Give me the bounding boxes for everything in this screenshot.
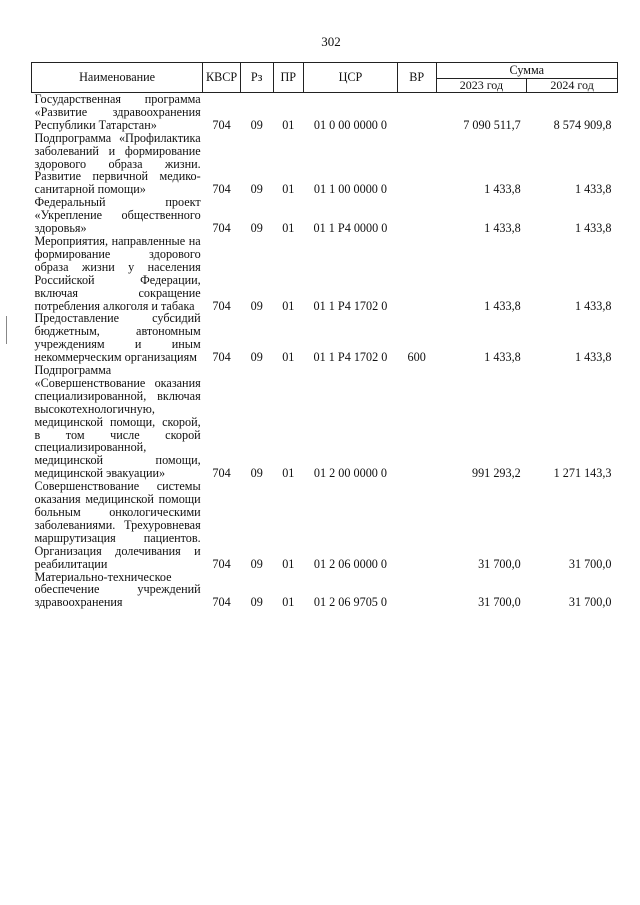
- table-row: [32, 571, 618, 610]
- row-kvsr: 704: [212, 466, 231, 481]
- table-row: [32, 312, 618, 364]
- row-pr: 01: [282, 595, 295, 610]
- row-name: Федеральный проект «Укрепление общественного здоровья»: [34, 195, 201, 236]
- row-sum-2023: 31 700,0: [478, 595, 521, 610]
- header-vr: ВР: [397, 63, 436, 93]
- row-kvsr: 704: [212, 298, 231, 313]
- row-csr: 01 0 00 0000 0: [313, 117, 388, 132]
- budget-table: [31, 62, 618, 609]
- margin-mark: [6, 316, 7, 344]
- row-kvsr: 704: [212, 182, 231, 197]
- header-year-2023: 2023 год: [436, 79, 527, 93]
- row-sum-2023: 31 700,0: [478, 556, 521, 571]
- row-rz: 09: [250, 221, 263, 236]
- row-sum-2024: 8 574 909,8: [553, 117, 612, 132]
- header-name: Наименование: [32, 63, 203, 93]
- row-vr: [397, 196, 436, 235]
- row-name: Мероприятия, направленные на формирование здорового образа жизни у населения Российской Федерации, включая сокращение потребления алкоголя и табака: [34, 233, 201, 313]
- row-kvsr: 704: [212, 221, 231, 236]
- row-pr: 01: [282, 350, 295, 365]
- table-row: [32, 480, 618, 570]
- header-kvsr: КВСР: [203, 63, 241, 93]
- row-pr: 01: [282, 221, 295, 236]
- row-csr: 01 1 P4 1702 0: [313, 350, 388, 365]
- header-rz: Рз: [240, 63, 273, 93]
- row-sum-2024: 1 433,8: [574, 298, 612, 313]
- row-csr: 01 1 P4 0000 0: [313, 221, 388, 236]
- row-sum-2023: 1 433,8: [484, 298, 521, 313]
- header-year-2024: 2024 год: [527, 79, 618, 93]
- page-number: 302: [321, 34, 341, 49]
- row-pr: 01: [282, 182, 295, 197]
- row-vr: 600: [407, 350, 426, 365]
- row-sum-2023: 991 293,2: [471, 466, 521, 481]
- row-sum-2023: 1 433,8: [484, 221, 521, 236]
- row-kvsr: 704: [212, 556, 231, 571]
- row-csr: 01 2 06 9705 0: [313, 595, 388, 610]
- row-name: Государственная программа «Развитие здравоохранения Республики Татарстан»: [34, 92, 201, 132]
- row-vr: [397, 235, 436, 312]
- row-sum-2023: 7 090 511,7: [463, 117, 521, 132]
- row-vr: [397, 93, 436, 132]
- header-pr: ПР: [273, 63, 304, 93]
- row-vr: [397, 364, 436, 480]
- row-pr: 01: [282, 117, 295, 132]
- row-sum-2024: 1 433,8: [574, 350, 612, 365]
- row-rz: 09: [250, 298, 263, 313]
- row-pr: 01: [282, 556, 295, 571]
- row-name: Материально-техническое обеспечение учреждений здравоохранения: [34, 569, 201, 610]
- header-sum: Сумма: [436, 63, 617, 79]
- table-row: [32, 235, 618, 312]
- row-sum-2024: 31 700,0: [568, 556, 612, 571]
- row-kvsr: 704: [212, 595, 231, 610]
- row-name: Подпрограмма «Совершенствование оказания специализированной, включая высокотехнологичную, медицинской помощи, скорой, в том числе скорой специализированной, медицинской помощи, медицинской эвакуации»: [34, 363, 201, 481]
- row-name: Совершенствование системы оказания медицинской помощи больным онкологическими заболеваниями. Трехуровневая маршрутизация пациентов. Организация долечивания и реабилитации: [34, 479, 201, 571]
- row-vr: [397, 480, 436, 570]
- row-sum-2023: 1 433,8: [484, 350, 521, 365]
- table-row: [32, 196, 618, 235]
- row-sum-2024: 31 700,0: [568, 595, 612, 610]
- row-csr: 01 2 00 0000 0: [313, 466, 388, 481]
- table-row: [32, 364, 618, 480]
- row-rz: 09: [250, 556, 263, 571]
- header-csr: ЦСР: [304, 63, 398, 93]
- row-sum-2024: 1 271 143,3: [553, 466, 612, 481]
- row-kvsr: 704: [212, 117, 231, 132]
- row-sum-2023: 1 433,8: [484, 182, 521, 197]
- row-csr: 01 1 P4 1702 0: [313, 298, 388, 313]
- row-csr: 01 1 00 0000 0: [313, 182, 388, 197]
- row-kvsr: 704: [212, 350, 231, 365]
- row-sum-2024: 1 433,8: [574, 221, 612, 236]
- row-pr: 01: [282, 298, 295, 313]
- row-vr: [397, 132, 436, 197]
- row-rz: 09: [250, 117, 263, 132]
- row-rz: 09: [250, 182, 263, 197]
- row-csr: 01 2 06 0000 0: [313, 556, 388, 571]
- table-row: [32, 132, 618, 197]
- row-vr: [397, 571, 436, 610]
- row-rz: 09: [250, 466, 263, 481]
- row-pr: 01: [282, 466, 295, 481]
- row-rz: 09: [250, 350, 263, 365]
- row-rz: 09: [250, 595, 263, 610]
- row-sum-2024: 1 433,8: [574, 182, 612, 197]
- table-row: [32, 93, 618, 132]
- row-name: Подпрограмма «Профилактика заболеваний и формирование здорового образа жизни. Развитие первичной медико-санитарной помощи»: [34, 130, 201, 197]
- row-name: Предоставление субсидий бюджетным, автономным учреждениям и иным некоммерческим организациям: [34, 311, 201, 365]
